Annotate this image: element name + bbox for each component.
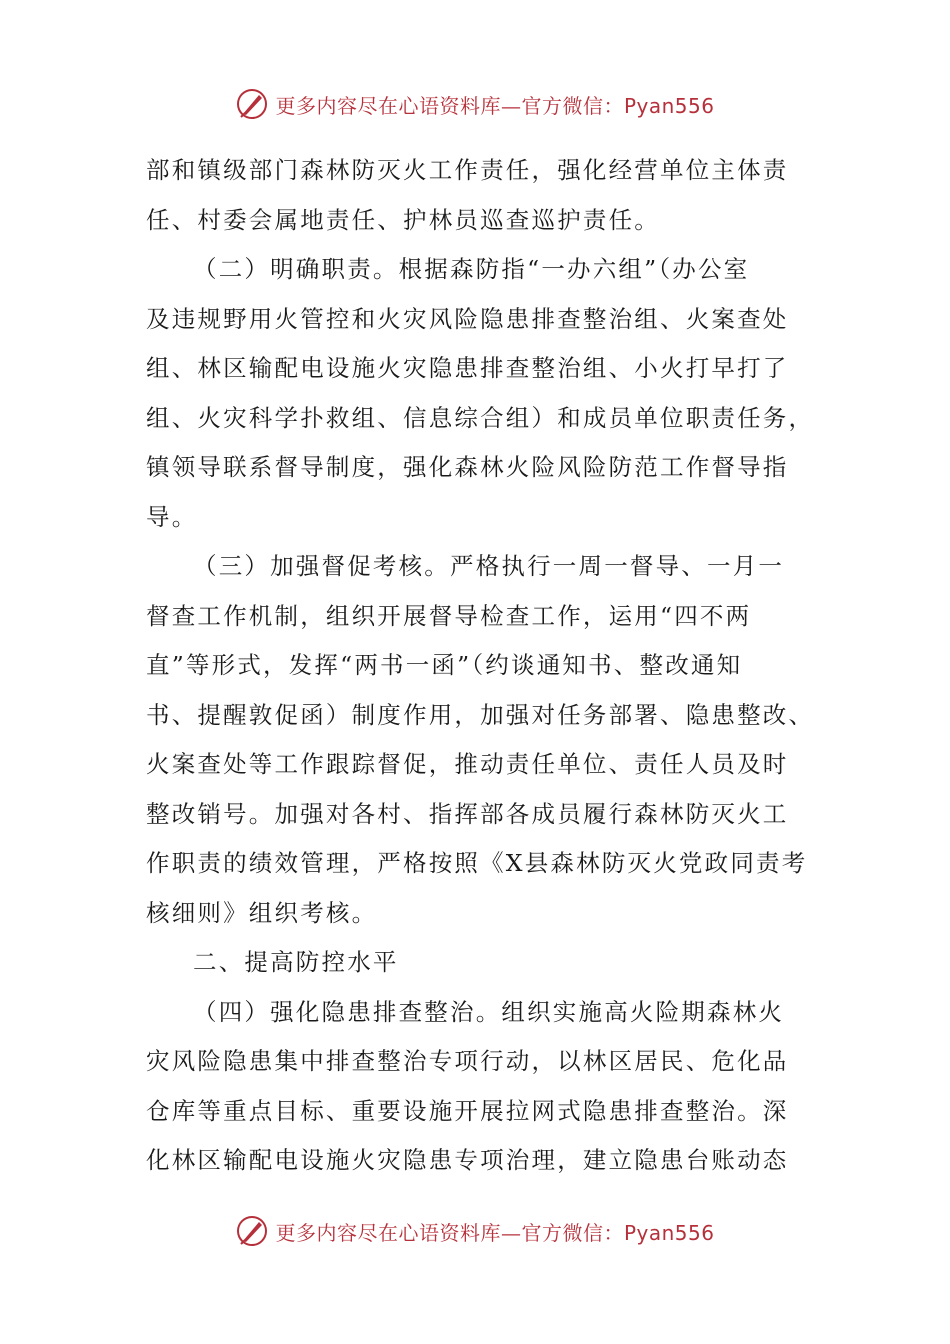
text-line: 部和镇级部门森林防灭火工作责任，强化经营单位主体责: [146, 156, 789, 184]
document-body: [146, 146, 815, 1186]
text-line: 镇领导联系督导制度，强化森林火险风险防范工作督导指: [146, 453, 789, 481]
quill-logo-icon: [235, 87, 269, 121]
text-line: 灾风险隐患集中排查整治专项行动，以林区居民、危化品: [146, 1047, 789, 1075]
text-line: 导。: [146, 502, 198, 531]
text-line: 书、提醒敦促函）制度作用，加强对任务部署、隐患整改、: [146, 700, 815, 729]
footer-banner-text: 更多内容尽在心语资料库—官方微信：Pyan556: [275, 1220, 715, 1245]
header-banner-text: 更多内容尽在心语资料库—官方微信：Pyan556: [275, 93, 715, 118]
paragraph-start: （二）明确职责。根据森防指“一办六组”（办公室: [193, 255, 750, 283]
text-line: 化林区输配电设施火灾隐患专项治理，建立隐患台账动态: [146, 1146, 789, 1174]
text-line: 组、火灾科学扑救组、信息综合组）和成员单位职责任务，: [146, 403, 815, 432]
text-line: 整改销号。加强对各村、指挥部各成员履行森林防灭火工: [146, 799, 789, 828]
paragraph-start: （三）加强督促考核。严格执行一周一督导、一月一: [193, 552, 785, 580]
text-line: 督查工作机制，组织开展督导检查工作，运用“四不两: [146, 601, 752, 630]
text-line: 作职责的绩效管理，严格按照《X县森林防灭火党政同责考: [146, 849, 808, 877]
text-line: 直”等形式，发挥“两书一函”（约谈通知书、整改通知: [146, 651, 743, 679]
text-line: 及违规野用火管控和火灾风险隐患排查整治组、火案查处: [146, 304, 789, 333]
footer-banner: [0, 1211, 950, 1251]
text-line: 任、村委会属地责任、护林员巡查巡护责任。: [146, 205, 660, 234]
paragraph-start: （四）强化隐患排查整治。组织实施高火险期森林火: [193, 997, 785, 1026]
quill-logo-icon: [235, 1214, 269, 1248]
section-heading: 二、提高防控水平: [193, 948, 399, 976]
text-line: 火案查处等工作跟踪督促，推动责任单位、责任人员及时: [146, 750, 789, 778]
text-line: 核细则》组织考核。: [146, 898, 378, 927]
text-line: 组、林区输配电设施火灾隐患排查整治组、小火打早打了: [146, 354, 789, 382]
text-line: 仓库等重点目标、重要设施开展拉网式隐患排查整治。深: [146, 1096, 789, 1125]
header-banner: [0, 84, 950, 124]
